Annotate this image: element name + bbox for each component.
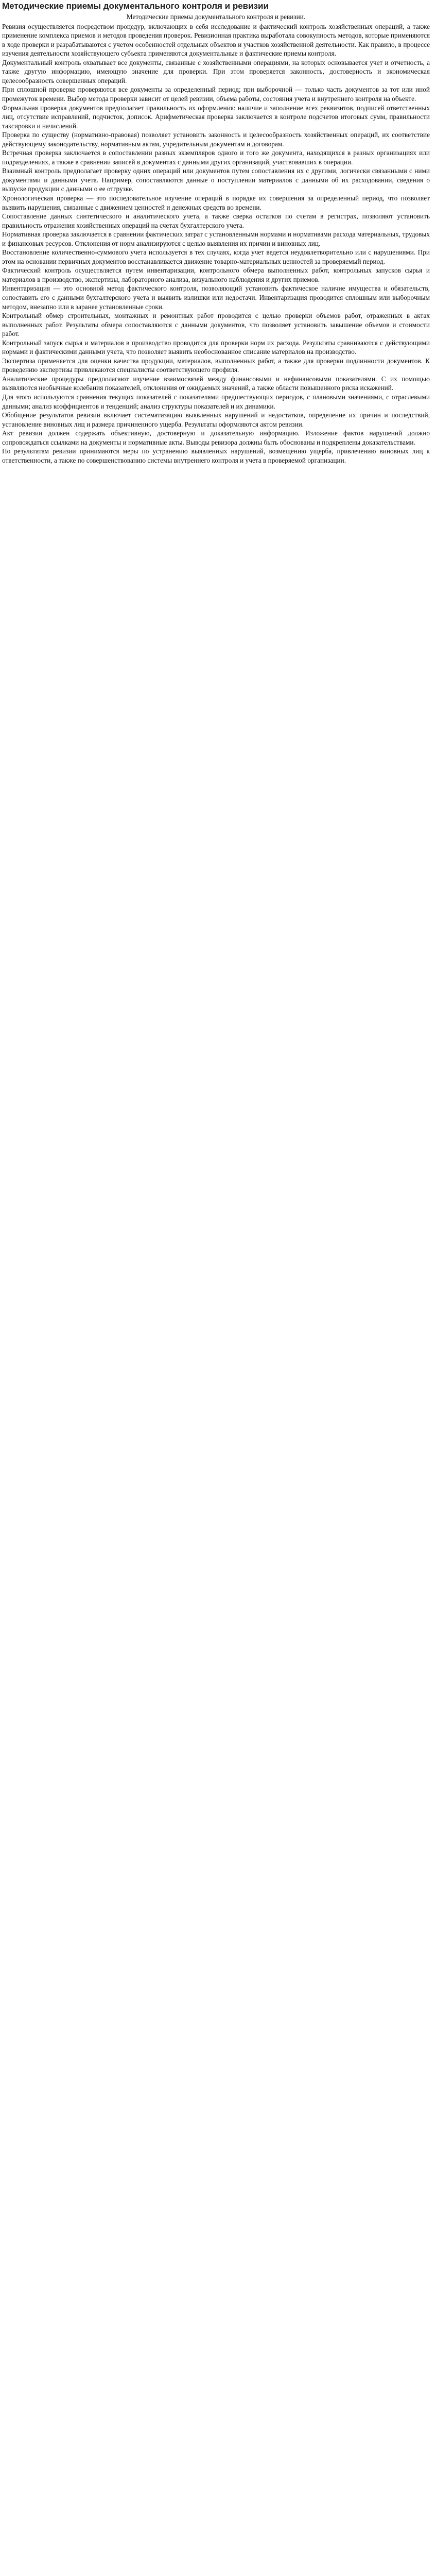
article-paragraph: Контрольный обмер строительных, монтажных и ремонтных работ проводится с целью проверки объемов работ, отраженных в актах выполненных работ. Результаты обмера сопоставляются с данными документов, что позволяет установить завышение объемов и стоимости работ. bbox=[2, 312, 430, 338]
article-paragraph: Обобщение результатов ревизии включает систематизацию выявленных нарушений и недостатков, определение их причин и последствий, установление виновных лиц и размера причиненного ущерба. Результаты оформляются актом ревизии. bbox=[2, 411, 430, 428]
article-paragraph: Проверка по существу (нормативно-правовая) позволяет установить законность и целесообразность хозяйственных операций, их соответствие действующему законодательству, нормативным актам, учредительным документам и договорам. bbox=[2, 131, 430, 148]
article-paragraph: Нормативная проверка заключается в сравнении фактических затрат с установленными нормами и нормативами расхода материальных, трудовых и финансовых ресурсов. Отклонения от норм анализируются с целью выявления их причин и виновных лиц. bbox=[2, 230, 430, 247]
article-paragraph: Экспертиза применяется для оценки качества продукции, материалов, выполненных работ, а также для проверки подлинности документов. К проведению экспертизы привлекаются специалисты соответствующего профиля. bbox=[2, 357, 430, 374]
article-paragraph: Формальная проверка документов предполагает правильность их оформления: наличие и заполнение всех реквизитов, подписей ответственных лиц, отсутствие исправлений, подчисток, дописок. Арифметическая проверка заключается в контроле подсчетов итоговых сумм, правильности таксировки и начислений. bbox=[2, 104, 430, 130]
article-paragraph: Восстановление количественно-суммового учета используется в тех случаях, когда учет ведется неудовлетворительно или с нарушениями. При этом на основании первичных документов восстанавливается движение товарно-материальных ценностей за проверяемый период. bbox=[2, 248, 430, 265]
article-body bbox=[2, 22, 430, 465]
article-paragraph: Взаимный контроль предполагает проверку одних операций или документов путем сопоставления их с другими, логически связанными с ними документами и данными учета. Например, сопоставляются данные о поступлении материалов с данными об их расходовании, сведения о выпуске продукции с данными о ее отгрузке. bbox=[2, 167, 430, 193]
article-subtitle: Методические приемы документального контроля и ревизии. bbox=[126, 13, 306, 21]
article-paragraph: Контрольный запуск сырья и материалов в производство проводится для проверки норм их расхода. Результаты сравниваются с действующими нормами и фактическими данными учета, что позволяет выявить необоснованное списание материалов на производство. bbox=[2, 338, 430, 356]
article-paragraph: Инвентаризация — это основной метод фактического контроля, позволяющий установить фактическое наличие имущества и обязательств, сопоставить его с данными бухгалтерского учета и выявить излишки или недостачи. Инвентаризация проводится сплошным или выборочным методом, внезапно или в заранее установленные сроки. bbox=[2, 284, 430, 311]
page-title: Методические приемы документального контроля и ревизии bbox=[2, 1, 269, 11]
article-paragraph: При сплошной проверке проверяются все документы за определенный период; при выборочной — только часть документов за тот или иной промежуток времени. Выбор метода проверки зависит от целей ревизии, объема работы, состояния учета и внутреннего контроля на объекте. bbox=[2, 86, 430, 103]
article-paragraph: Хронологическая проверка — это последовательное изучение операций в порядке их совершения за определенный период, что позволяет выявить нарушения, связанные с движением ценностей и денежных средств во времени. bbox=[2, 194, 430, 211]
article-paragraph: Аналитические процедуры предполагают изучение взаимосвязей между финансовыми и нефинансовыми показателями. С их помощью выявляются необычные колебания показателей, отклонения от ожидаемых значений, а также области повышенного риска искажений. bbox=[2, 375, 430, 392]
article-paragraph: Акт ревизии должен содержать объективную, достоверную и доказательную информацию. Изложение фактов нарушений должно сопровождаться ссылками на документы и нормативные акты. Выводы ревизора должны быть обоснованы и подкреплены доказательствами. bbox=[2, 429, 430, 446]
article-paragraph: Ревизия осуществляется посредством процедур, включающих в себя исследование и фактический контроль хозяйственных операций, а также применение комплекса приемов и методов проведения проверок. Ревизионная практика выработала совокупность методов, которые применяются в ходе проверки и разрабатываются с учетом особенностей отдельных объектов и участков хозяйственной деятельности. Как правило, в процессе изучения деятельности хозяйствующего субъекта применяются документальные и фактические приемы контроля. bbox=[2, 22, 430, 58]
article-paragraph: По результатам ревизии принимаются меры по устранению выявленных нарушений, возмещению ущерба, привлечению виновных лиц к ответственности, а также по совершенствованию системы внутреннего контроля и учета в проверяемой организации. bbox=[2, 447, 430, 464]
article-page bbox=[0, 0, 432, 468]
article-paragraph: Для этого используются сравнения текущих показателей с показателями предшествующих периодов, с плановыми значениями, с отраслевыми данными; анализ коэффициентов и тенденций; анализ структуры показателей и их динамики. bbox=[2, 393, 430, 410]
article-paragraph: Встречная проверка заключается в сопоставлении разных экземпляров одного и того же документа, находящихся в разных организациях или подразделениях, а также в сравнении записей в документах с данными других организаций, участвовавших в операции. bbox=[2, 149, 430, 166]
article-paragraph: Сопоставление данных синтетического и аналитического учета, а также сверка остатков по счетам в регистрах, позволяют установить правильность отражения хозяйственных операций на счетах бухгалтерского учета. bbox=[2, 212, 430, 229]
article-paragraph: Документальный контроль охватывает все документы, связанные с хозяйственными операциями, на которых основывается учет и отчетность, а также другую информацию, имеющую значение для проверки. При этом проверяется законность, достоверность и экономическая целесообразность совершенных операций. bbox=[2, 58, 430, 84]
article-paragraph: Фактический контроль осуществляется путем инвентаризации, контрольного обмера выполненных работ, контрольных запусков сырья и материалов в производство, экспертизы, лабораторного анализа, визуального наблюдения и других приемов. bbox=[2, 266, 430, 283]
